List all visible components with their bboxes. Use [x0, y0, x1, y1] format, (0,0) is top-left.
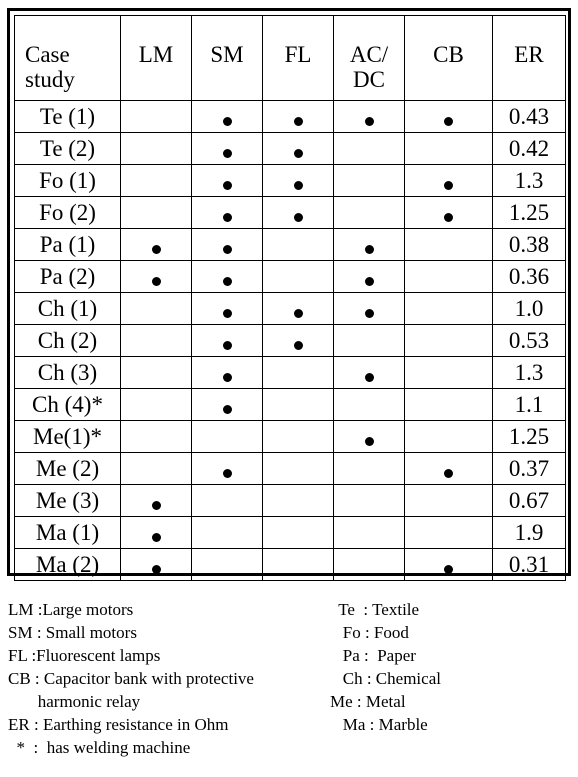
er-cell: 0.42: [493, 133, 566, 165]
bullet-icon: [444, 181, 453, 190]
cell-cb: [405, 293, 493, 325]
case-cell: Me (2): [15, 453, 121, 485]
case-cell: Me (3): [15, 485, 121, 517]
case-study-table: [14, 15, 566, 581]
column-header: SM: [192, 16, 263, 101]
bullet-icon: [365, 373, 374, 382]
case-cell: Ma (2): [15, 549, 121, 581]
column-header: LM: [121, 16, 192, 101]
bullet-icon: [223, 149, 232, 158]
bullet-icon: [223, 469, 232, 478]
er-cell: 0.67: [493, 485, 566, 517]
er-cell: 0.31: [493, 549, 566, 581]
table-row: [15, 549, 566, 581]
er-cell: 1.25: [493, 421, 566, 453]
bullet-icon: [223, 341, 232, 350]
table-row: [15, 101, 566, 133]
cell-lm: [121, 549, 192, 581]
bullet-icon: [152, 565, 161, 574]
cell-sm: [192, 165, 263, 197]
bullet-icon: [444, 565, 453, 574]
cell-fl: [263, 325, 334, 357]
table-row: [15, 357, 566, 389]
cell-cb: [405, 197, 493, 229]
cell-sm: [192, 453, 263, 485]
cell-lm: [121, 197, 192, 229]
cell-acdc: [334, 549, 405, 581]
cell-cb: [405, 549, 493, 581]
cell-sm: [192, 293, 263, 325]
bullet-icon: [365, 245, 374, 254]
cell-lm: [121, 133, 192, 165]
cell-cb: [405, 101, 493, 133]
cell-fl: [263, 101, 334, 133]
cell-cb: [405, 325, 493, 357]
cell-sm: [192, 261, 263, 293]
cell-cb: [405, 485, 493, 517]
case-cell: Me(1)*: [15, 421, 121, 453]
cell-cb: [405, 389, 493, 421]
legend-case-codes: [330, 598, 441, 736]
legend-line: Me : Metal: [330, 692, 406, 711]
cell-fl: [263, 421, 334, 453]
bullet-icon: [444, 213, 453, 222]
cell-acdc: [334, 453, 405, 485]
cell-lm: [121, 325, 192, 357]
cell-lm: [121, 453, 192, 485]
cell-lm: [121, 517, 192, 549]
bullet-icon: [223, 309, 232, 318]
table-row: [15, 517, 566, 549]
bullet-icon: [365, 277, 374, 286]
table-row: [15, 389, 566, 421]
cell-sm: [192, 357, 263, 389]
cell-lm: [121, 357, 192, 389]
table-row: [15, 229, 566, 261]
cell-cb: [405, 229, 493, 261]
bullet-icon: [444, 469, 453, 478]
case-cell: Te (2): [15, 133, 121, 165]
case-cell: Fo (2): [15, 197, 121, 229]
bullet-icon: [365, 309, 374, 318]
cell-fl: [263, 517, 334, 549]
cell-fl: [263, 165, 334, 197]
cell-sm: [192, 229, 263, 261]
cell-acdc: [334, 229, 405, 261]
case-cell: Fo (1): [15, 165, 121, 197]
cell-sm: [192, 549, 263, 581]
er-cell: 0.53: [493, 325, 566, 357]
bullet-icon: [223, 277, 232, 286]
column-header: AC/ DC: [334, 16, 405, 101]
cell-fl: [263, 485, 334, 517]
er-cell: 1.25: [493, 197, 566, 229]
er-cell: 1.0: [493, 293, 566, 325]
cell-acdc: [334, 165, 405, 197]
er-cell: 1.3: [493, 165, 566, 197]
bullet-icon: [152, 501, 161, 510]
legend-line: Ch : Chemical: [330, 669, 441, 688]
table-frame: [7, 8, 571, 576]
cell-fl: [263, 453, 334, 485]
bullet-icon: [223, 405, 232, 414]
column-header: FL: [263, 16, 334, 101]
header-row: [15, 16, 566, 101]
table-row: [15, 453, 566, 485]
bullet-icon: [294, 309, 303, 318]
cell-lm: [121, 165, 192, 197]
cell-cb: [405, 165, 493, 197]
cell-cb: [405, 357, 493, 389]
legend-abbreviations: [8, 598, 254, 759]
case-cell: Ch (1): [15, 293, 121, 325]
cell-cb: [405, 453, 493, 485]
cell-fl: [263, 549, 334, 581]
bullet-icon: [223, 213, 232, 222]
case-cell: Pa (2): [15, 261, 121, 293]
cell-fl: [263, 229, 334, 261]
column-header: ER: [493, 16, 566, 101]
er-cell: 1.3: [493, 357, 566, 389]
cell-sm: [192, 133, 263, 165]
bullet-icon: [294, 181, 303, 190]
cell-cb: [405, 133, 493, 165]
legend-line: Te : Textile: [330, 600, 420, 619]
table-row: [15, 325, 566, 357]
legend-line: FL :Fluorescent lamps: [8, 646, 161, 665]
table-row: [15, 485, 566, 517]
cell-acdc: [334, 389, 405, 421]
case-cell: Te (1): [15, 101, 121, 133]
legend-line: Pa : Paper: [330, 646, 416, 665]
column-header: CB: [405, 16, 493, 101]
cell-cb: [405, 261, 493, 293]
cell-lm: [121, 101, 192, 133]
legend-line: ER : Earthing resistance in Ohm: [8, 715, 229, 734]
cell-sm: [192, 517, 263, 549]
legend-line: harmonic relay: [8, 692, 141, 711]
cell-sm: [192, 421, 263, 453]
table-body: [15, 101, 566, 581]
table-row: [15, 293, 566, 325]
cell-acdc: [334, 421, 405, 453]
cell-acdc: [334, 261, 405, 293]
table-row: [15, 197, 566, 229]
cell-acdc: [334, 293, 405, 325]
er-cell: 0.43: [493, 101, 566, 133]
legend-line: CB : Capacitor bank with protective: [8, 669, 254, 688]
legend-line: Ma : Marble: [330, 715, 428, 734]
cell-acdc: [334, 133, 405, 165]
bullet-icon: [223, 245, 232, 254]
er-cell: 1.9: [493, 517, 566, 549]
cell-fl: [263, 133, 334, 165]
bullet-icon: [152, 245, 161, 254]
bullet-icon: [365, 437, 374, 446]
cell-fl: [263, 261, 334, 293]
cell-fl: [263, 357, 334, 389]
er-cell: 1.1: [493, 389, 566, 421]
er-cell: 0.36: [493, 261, 566, 293]
cell-fl: [263, 389, 334, 421]
cell-acdc: [334, 197, 405, 229]
case-cell: Ch (3): [15, 357, 121, 389]
cell-acdc: [334, 517, 405, 549]
cell-fl: [263, 197, 334, 229]
cell-cb: [405, 517, 493, 549]
legend-line: Fo : Food: [330, 623, 409, 642]
er-cell: 0.37: [493, 453, 566, 485]
bullet-icon: [223, 373, 232, 382]
er-cell: 0.38: [493, 229, 566, 261]
bullet-icon: [152, 277, 161, 286]
cell-lm: [121, 421, 192, 453]
cell-fl: [263, 293, 334, 325]
cell-lm: [121, 229, 192, 261]
cell-cb: [405, 421, 493, 453]
bullet-icon: [365, 117, 374, 126]
case-cell: Ch (4)*: [15, 389, 121, 421]
cell-acdc: [334, 485, 405, 517]
cell-sm: [192, 389, 263, 421]
cell-lm: [121, 389, 192, 421]
bullet-icon: [223, 117, 232, 126]
bullet-icon: [294, 149, 303, 158]
column-header: Case study: [15, 16, 121, 101]
bullet-icon: [294, 213, 303, 222]
cell-acdc: [334, 357, 405, 389]
case-cell: Ma (1): [15, 517, 121, 549]
bullet-icon: [444, 117, 453, 126]
bullet-icon: [294, 117, 303, 126]
cell-lm: [121, 485, 192, 517]
cell-lm: [121, 261, 192, 293]
table-row: [15, 165, 566, 197]
cell-sm: [192, 197, 263, 229]
cell-sm: [192, 101, 263, 133]
case-cell: Ch (2): [15, 325, 121, 357]
table-row: [15, 261, 566, 293]
cell-acdc: [334, 325, 405, 357]
legend-line: * : has welding machine: [8, 738, 191, 757]
bullet-icon: [294, 341, 303, 350]
legend-line: SM : Small motors: [8, 623, 137, 642]
cell-lm: [121, 293, 192, 325]
cell-acdc: [334, 101, 405, 133]
bullet-icon: [152, 533, 161, 542]
legend-line: LM :Large motors: [8, 600, 134, 619]
case-cell: Pa (1): [15, 229, 121, 261]
table-row: [15, 421, 566, 453]
cell-sm: [192, 325, 263, 357]
table-row: [15, 133, 566, 165]
bullet-icon: [223, 181, 232, 190]
cell-sm: [192, 485, 263, 517]
